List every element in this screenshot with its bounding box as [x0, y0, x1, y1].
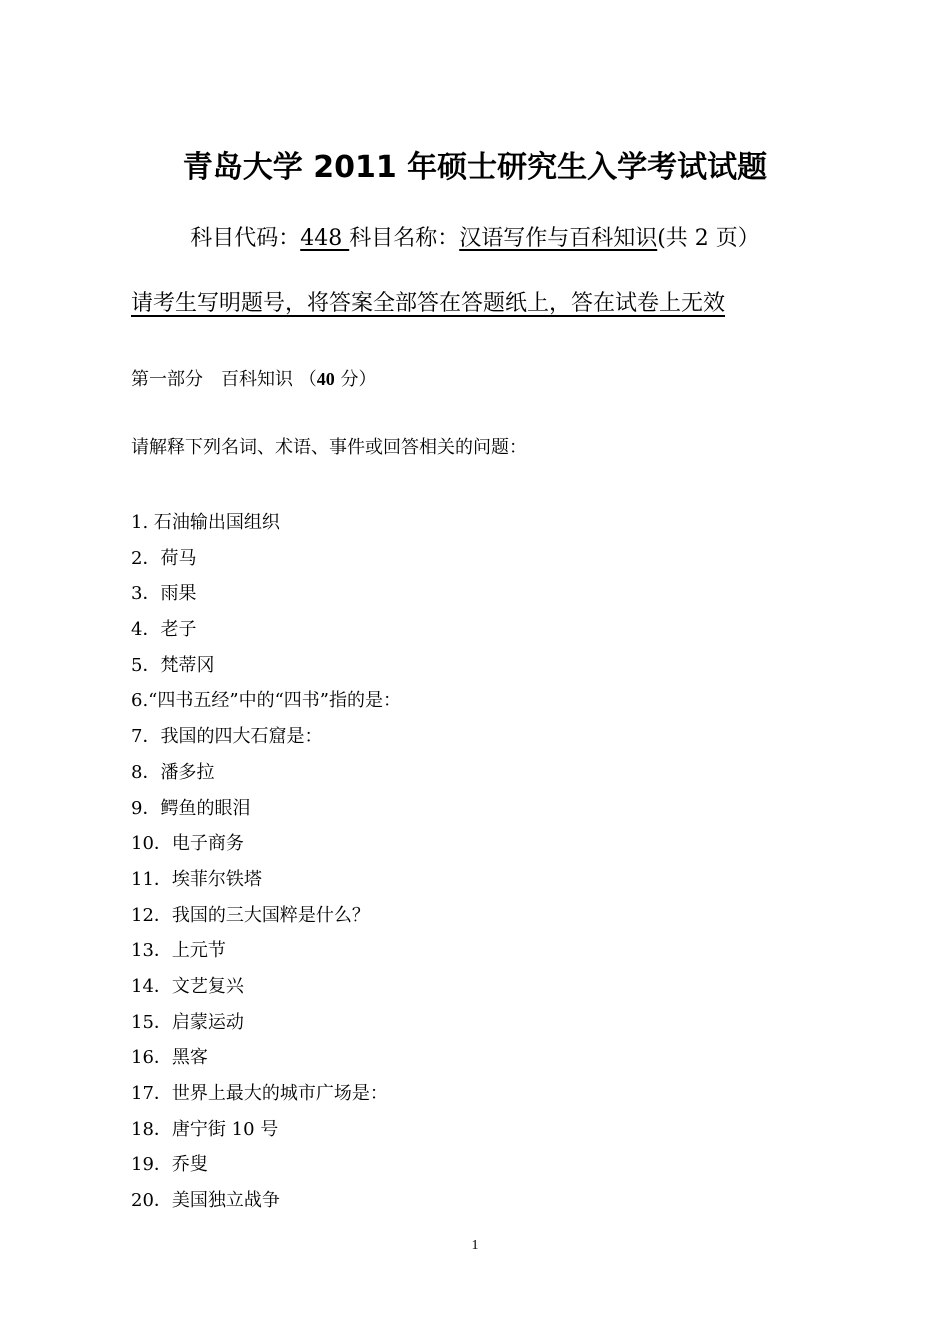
subject-code-value: 448 [300, 226, 350, 251]
question-item: 9．鳄鱼的眼泪 [131, 797, 251, 819]
question-list [131, 505, 401, 1219]
page-count-note: (共 2 页） [657, 226, 760, 251]
question-item: 11．埃菲尔铁塔 [131, 868, 262, 890]
subject-name-value: 汉语写作与百科知识 [459, 226, 658, 251]
question-item: 6.“四书五经”中的“四书”指的是： [131, 690, 401, 712]
question-item: 15．启蒙运动 [131, 1011, 244, 1033]
page-title: 青岛大学 2011 年硕士研究生入学考试试题 [182, 150, 768, 185]
question-prompt: 请解释下列名词、术语、事件或回答相关的问题： [131, 437, 527, 458]
section-title: 第一部分 百科知识 （ [131, 369, 317, 390]
subject-line [0, 221, 950, 257]
question-item: 17．世界上最大的城市广场是： [131, 1083, 388, 1104]
question-item: 10．电子商务 [131, 833, 244, 855]
section-heading [131, 364, 376, 395]
subject-name-label: 科目名称： [349, 226, 460, 251]
section-score-suffix: 分） [334, 369, 377, 390]
question-item: 7．我国的四大石窟是： [131, 726, 323, 748]
question-item: 5．梵蒂冈 [131, 654, 215, 676]
question-item: 20．美国独立战争 [131, 1190, 280, 1212]
subject-code-label: 科目代码： [190, 226, 301, 251]
question-item: 8．潘多拉 [131, 761, 215, 783]
section-score: 40 [316, 369, 335, 389]
question-item: 4．老子 [131, 619, 197, 641]
question-item: 18．唐宁街 10 号 [131, 1118, 279, 1140]
question-item: 16．黑客 [131, 1047, 208, 1069]
question-item: 19．乔叟 [131, 1154, 208, 1176]
question-item: 2．荷马 [131, 547, 197, 569]
question-item: 13．上元节 [131, 940, 226, 962]
exam-instruction: 请考生写明题号，将答案全部答在答题纸上，答在试卷上无效 [131, 291, 726, 316]
question-item: 14．文艺复兴 [131, 975, 244, 997]
question-item: 12．我国的三大国粹是什么？ [131, 904, 370, 926]
page-number: 1 [471, 1238, 479, 1253]
question-item: 1. 石油输出国组织 [131, 512, 280, 533]
question-item: 3．雨果 [131, 583, 197, 605]
